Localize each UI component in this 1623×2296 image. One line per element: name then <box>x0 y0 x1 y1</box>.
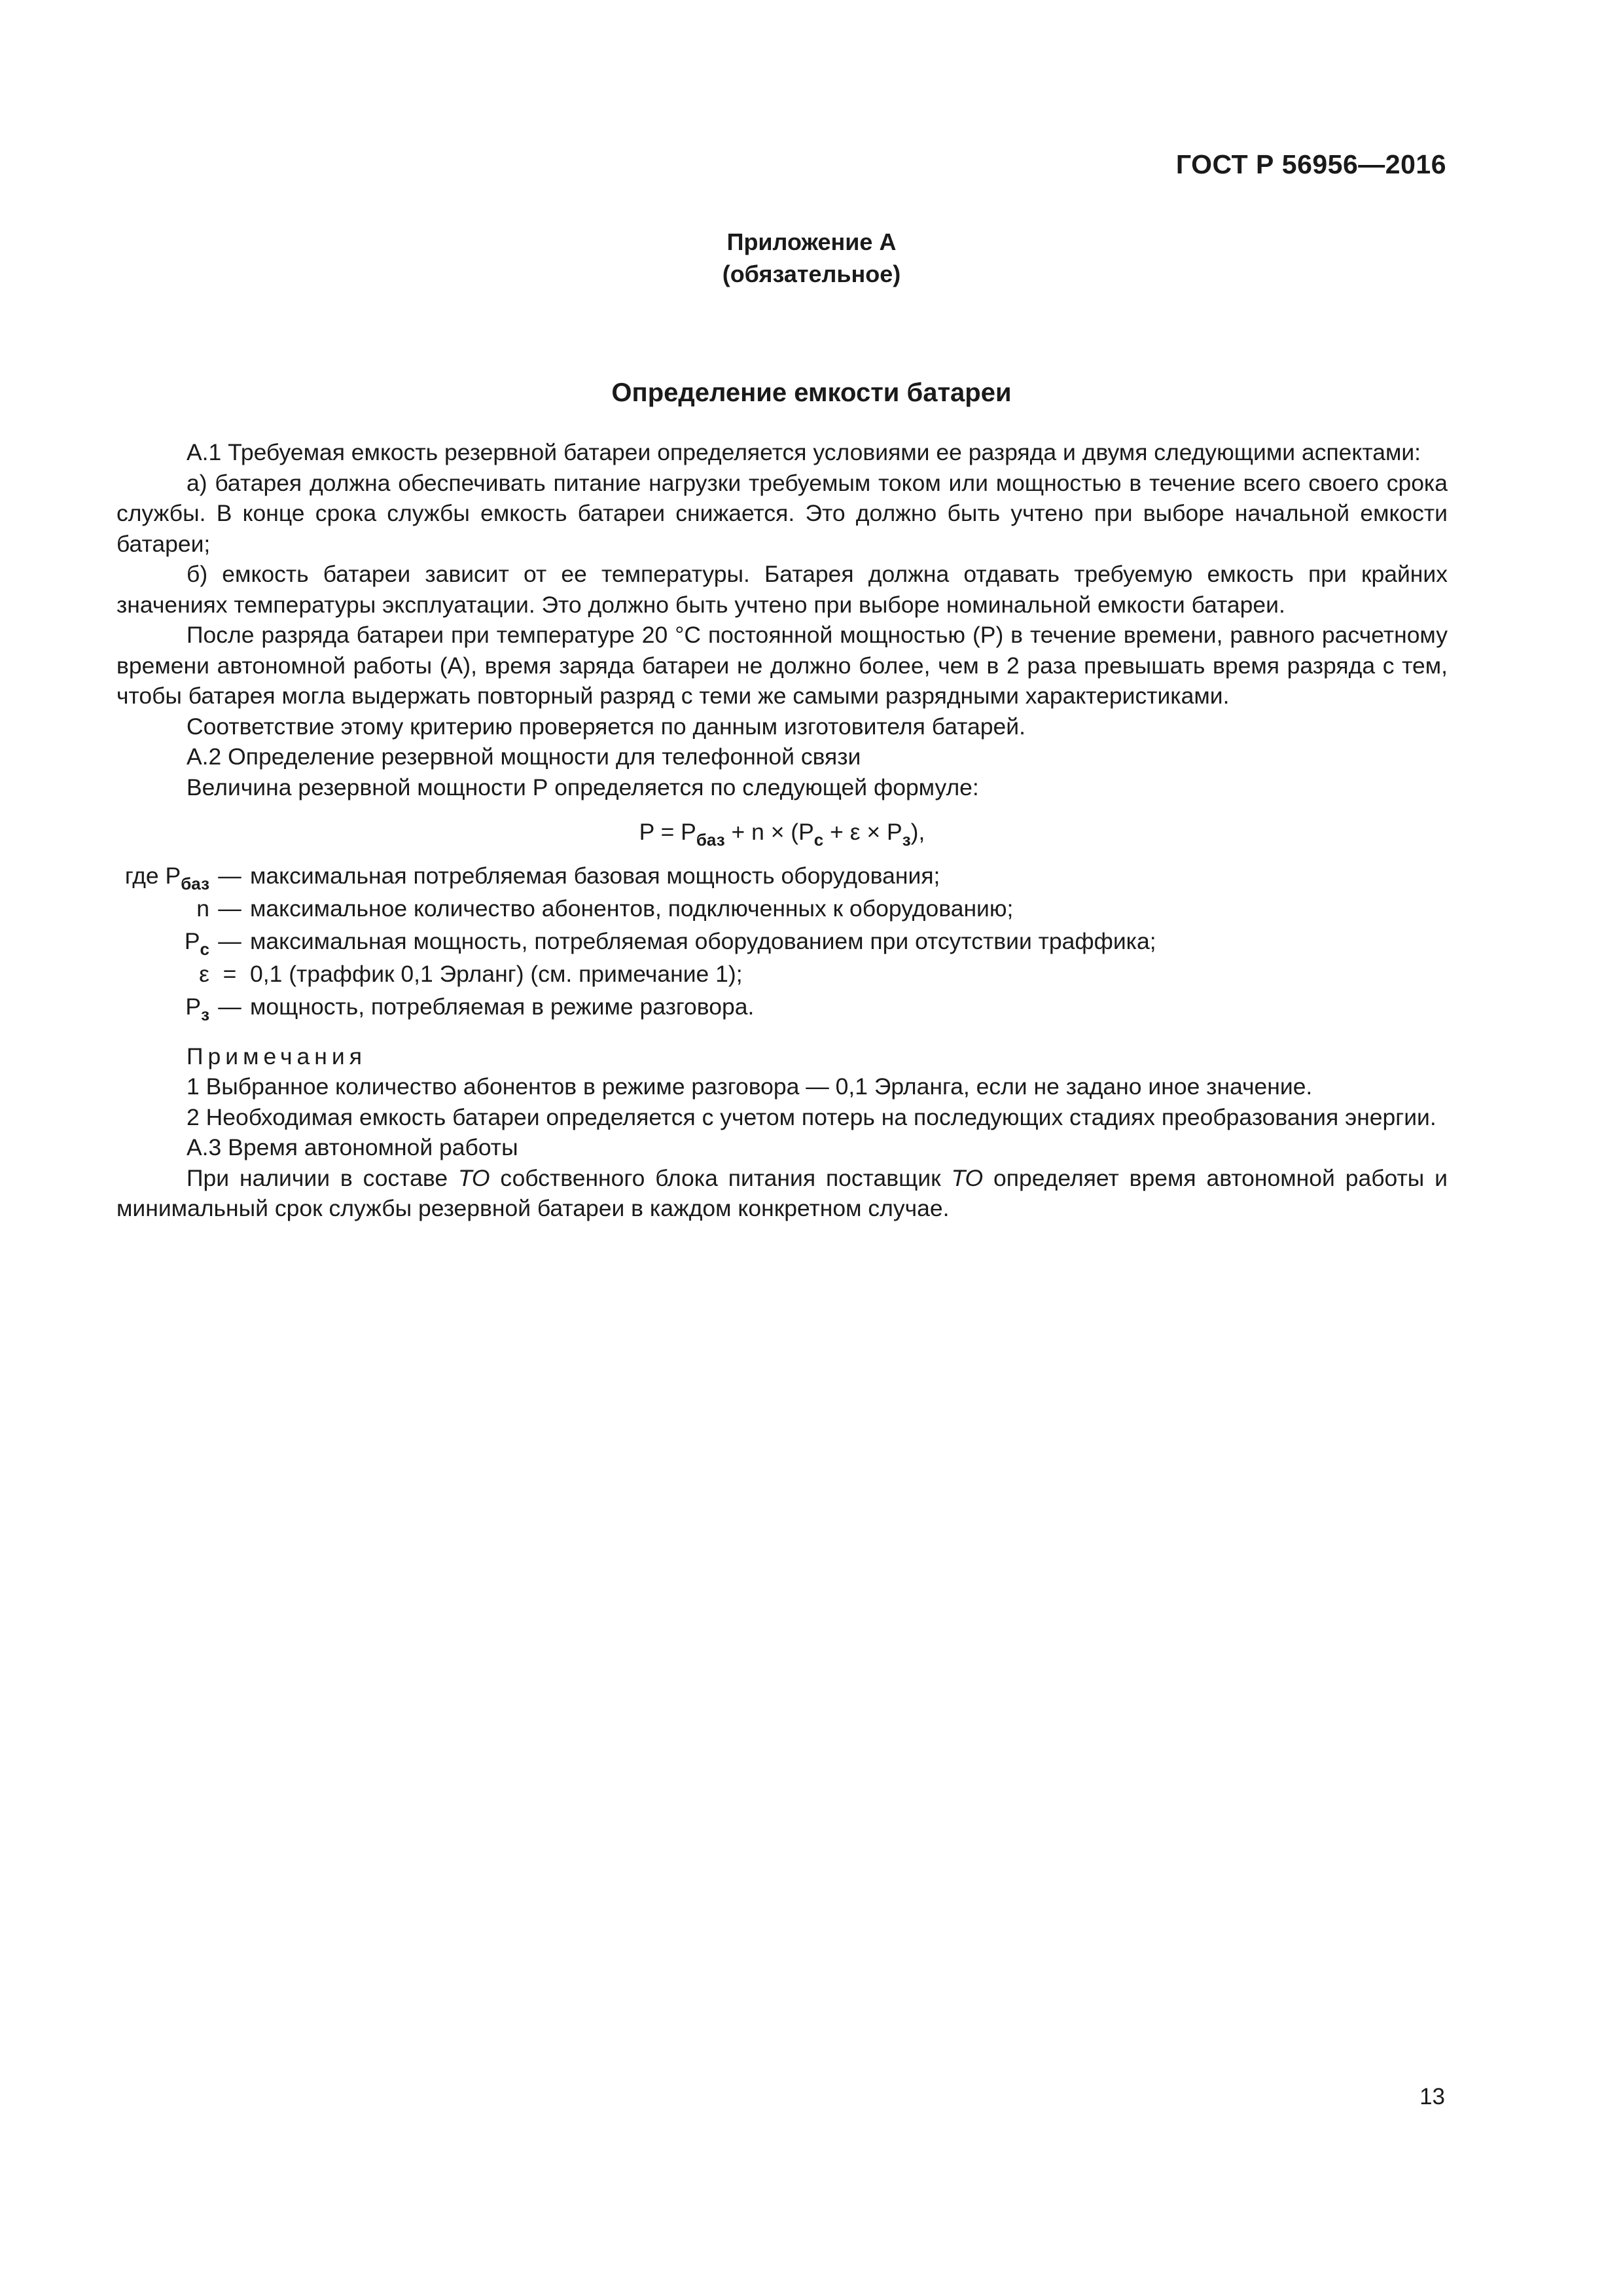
definition-symbol <box>116 992 209 1022</box>
appendix-status: (обязательное) <box>722 260 901 287</box>
paragraph-a1-criterion: Соответствие этому критерию проверяется по данным изготовителя батарей. <box>187 713 1026 740</box>
definition-sub: з <box>201 1004 209 1024</box>
formula-mid2: + ε × P <box>823 819 902 845</box>
definition-sub: c <box>200 939 209 959</box>
paragraph-a3-title: А.3 Время автономной работы <box>187 1134 518 1160</box>
page-number: 13 <box>1419 2084 1445 2109</box>
document-body <box>116 437 1448 1224</box>
a3-text-part: При наличии в составе <box>187 1164 458 1191</box>
section-title: Определение емкости батареи <box>611 378 1012 407</box>
formula-lhs: P = P <box>639 819 696 845</box>
abbr-to: ТО <box>951 1164 984 1191</box>
abbr-to: ТО <box>458 1164 490 1191</box>
definition-separator: — <box>218 927 241 954</box>
definition-sym: n <box>196 895 209 922</box>
formula-tail: ), <box>910 819 925 845</box>
definition-row <box>116 861 1448 893</box>
definition-sub: баз <box>181 873 209 893</box>
formula-sub-c: c <box>813 830 824 850</box>
definition-separator: — <box>218 862 241 889</box>
definition-text: максимальная мощность, потребляемая оборудованием при отсутствии траффика; <box>250 927 1156 954</box>
formula-sub-z: з <box>902 830 911 850</box>
definition-text: мощность, потребляемая в режиме разговора. <box>250 993 755 1020</box>
paragraph-a2-title: А.2 Определение резервной мощности для телефонной связи <box>187 744 861 770</box>
notes-heading: Примечания <box>187 1043 366 1069</box>
definition-separator: = <box>223 960 237 987</box>
paragraph-a1-b: б) емкость батареи зависит от ее температуры. Батарея должна отдавать требуемую емкость при крайних значениях температуры эксплуатации. Это должно быть учтено при выборе номинальной емкости батареи. <box>116 561 1448 618</box>
definition-symbol <box>116 861 209 891</box>
paragraph-a1-after: После разряда батареи при температуре 20 °С постоянной мощностью (Р) в течение времени, равного расчетному времени автономной работы (А), время заряда батареи не должно более, чем в 2 раза превышать время разряда с тем, чтобы батарея могла выдержать повторный разряд с теми же самыми разрядными характеристиками. <box>116 622 1448 709</box>
definition-prefix: где <box>124 862 166 889</box>
definition-sym: P <box>165 862 181 889</box>
definition-symbol <box>116 893 209 924</box>
a3-text-part: определяет время автономной работы и минимальный срок службы резервной батареи в каждом конкретном случае. <box>116 1164 1448 1221</box>
definition-sym: P <box>185 993 202 1020</box>
appendix-heading <box>0 226 1623 290</box>
definition-text: максимальная потребляемая базовая мощность оборудования; <box>250 862 940 889</box>
definition-row <box>116 926 1448 959</box>
definition-separator: — <box>218 993 241 1020</box>
definition-row <box>116 959 1448 992</box>
definition-symbol <box>116 926 209 957</box>
definition-separator: — <box>218 895 241 922</box>
paragraph-a1-a: а) батарея должна обеспечивать питание нагрузки требуемым током или мощностью в течение всего своего срока службы. В конце срока службы емкость батареи снижается. Это должно быть учтено при выборе начальной емкости батареи; <box>116 469 1448 557</box>
definition-text: 0,1 (траффик 0,1 Эрланг) (см. примечание 1); <box>250 960 743 987</box>
definition-row <box>116 992 1448 1024</box>
definition-text: максимальное количество абонентов, подключенных к оборудованию; <box>250 895 1014 922</box>
standard-code: ГОСТ Р 56956—2016 <box>1175 149 1446 179</box>
definition-symbol <box>116 959 209 990</box>
definition-sym: ε <box>199 960 209 987</box>
note-1: 1 Выбранное количество абонентов в режиме разговора — 0,1 Эрланга, если не задано иное значение. <box>187 1073 1313 1100</box>
appendix-title: Приложение А <box>726 228 897 255</box>
formula-definitions <box>116 861 1448 1024</box>
note-2: 2 Необходимая емкость батареи определяется с учетом потерь на последующих стадиях преобразования энергии. <box>187 1103 1436 1130</box>
paragraph-a1-intro: А.1 Требуемая емкость резервной батареи определяется условиями ее разряда и двумя следующими аспектами: <box>187 439 1421 465</box>
definition-sym: P <box>184 927 200 954</box>
formula-sub-base: баз <box>696 830 725 850</box>
formula-mid1: + n × (P <box>724 819 814 845</box>
paragraph-a3-text <box>116 1163 1448 1224</box>
paragraph-a2-intro: Величина резервной мощности Р определяется по следующей формуле: <box>187 774 979 800</box>
a3-text-part: собственного блока питания поставщик <box>490 1164 952 1191</box>
definition-row <box>116 893 1448 926</box>
power-formula <box>116 817 1448 848</box>
